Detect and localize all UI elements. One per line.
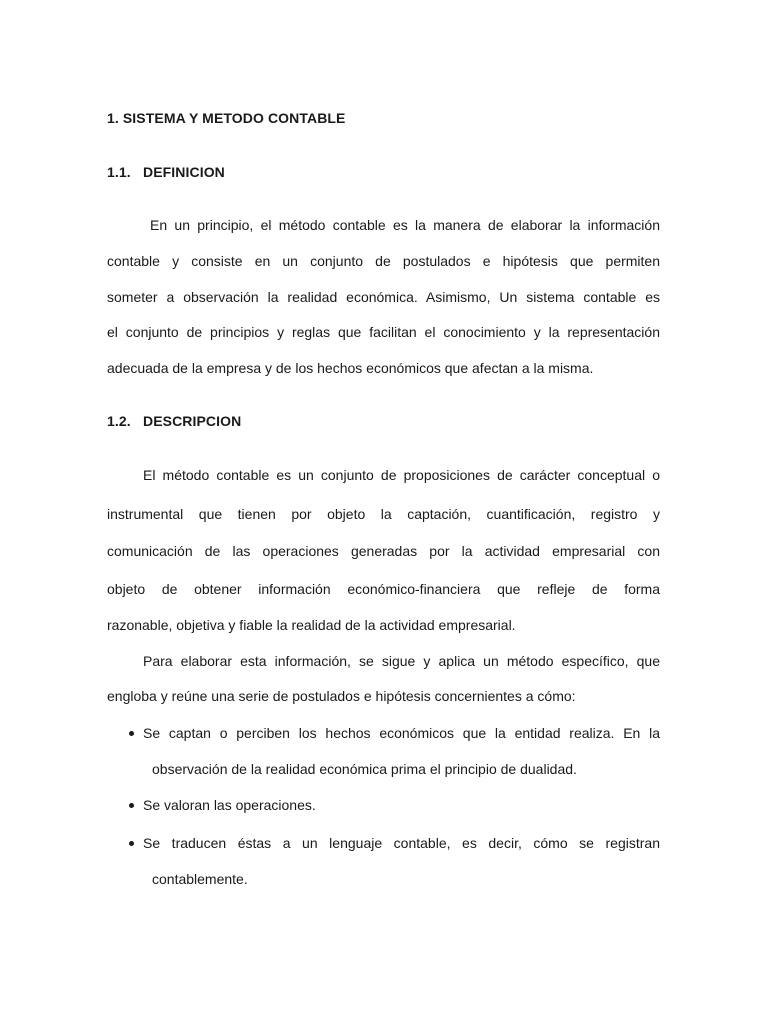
subsection-title: DEFINICION — [143, 164, 225, 180]
bullet-line: observación de la realidad económica prima el principio de dualidad. — [152, 761, 577, 777]
paragraph-line: objeto de obtener información económico-financiera que refleje de forma — [107, 581, 660, 597]
bullet-icon — [129, 803, 134, 808]
paragraph-line: adecuada de la empresa y de los hechos económicos que afectan a la misma. — [107, 360, 594, 376]
bullet-line: contablemente. — [152, 871, 248, 887]
subsection-heading-descripcion — [107, 413, 241, 429]
paragraph-line: someter a observación la realidad económica. Asimismo, Un sistema contable es — [107, 289, 660, 305]
subsection-number: 1.1. — [107, 164, 131, 180]
subsection-number: 1.2. — [107, 413, 131, 429]
paragraph-line: El método contable es un conjunto de proposiciones de carácter conceptual o — [143, 467, 660, 483]
paragraph-line: razonable, objetiva y fiable la realidad de la actividad empresarial. — [107, 617, 516, 633]
section-title: 1. SISTEMA Y METODO CONTABLE — [107, 110, 346, 126]
paragraph-line: comunicación de las operaciones generadas por la actividad empresarial con — [107, 543, 660, 559]
subsection-title: DESCRIPCION — [143, 413, 242, 429]
paragraph-line: En un principio, el método contable es la manera de elaborar la información — [150, 217, 660, 233]
paragraph-line: contable y consiste en un conjunto de postulados e hipótesis que permiten — [107, 253, 660, 269]
bullet-icon — [129, 841, 134, 846]
bullet-line: Se valoran las operaciones. — [143, 797, 316, 813]
paragraph-line: el conjunto de principios y reglas que facilitan el conocimiento y la representación — [107, 324, 660, 340]
paragraph-line: Para elaborar esta información, se sigue y aplica un método específico, que — [143, 653, 660, 669]
bullet-line: Se captan o perciben los hechos económicos que la entidad realiza. En la — [143, 725, 660, 741]
subsection-heading-definicion — [107, 164, 225, 180]
paragraph-line: engloba y reúne una serie de postulados e hipótesis concernientes a cómo: — [107, 688, 576, 704]
bullet-icon — [129, 731, 134, 736]
paragraph-line: instrumental que tienen por objeto la captación, cuantificación, registro y — [107, 506, 660, 522]
bullet-line: Se traducen éstas a un lenguaje contable, es decir, cómo se registran — [143, 835, 660, 851]
